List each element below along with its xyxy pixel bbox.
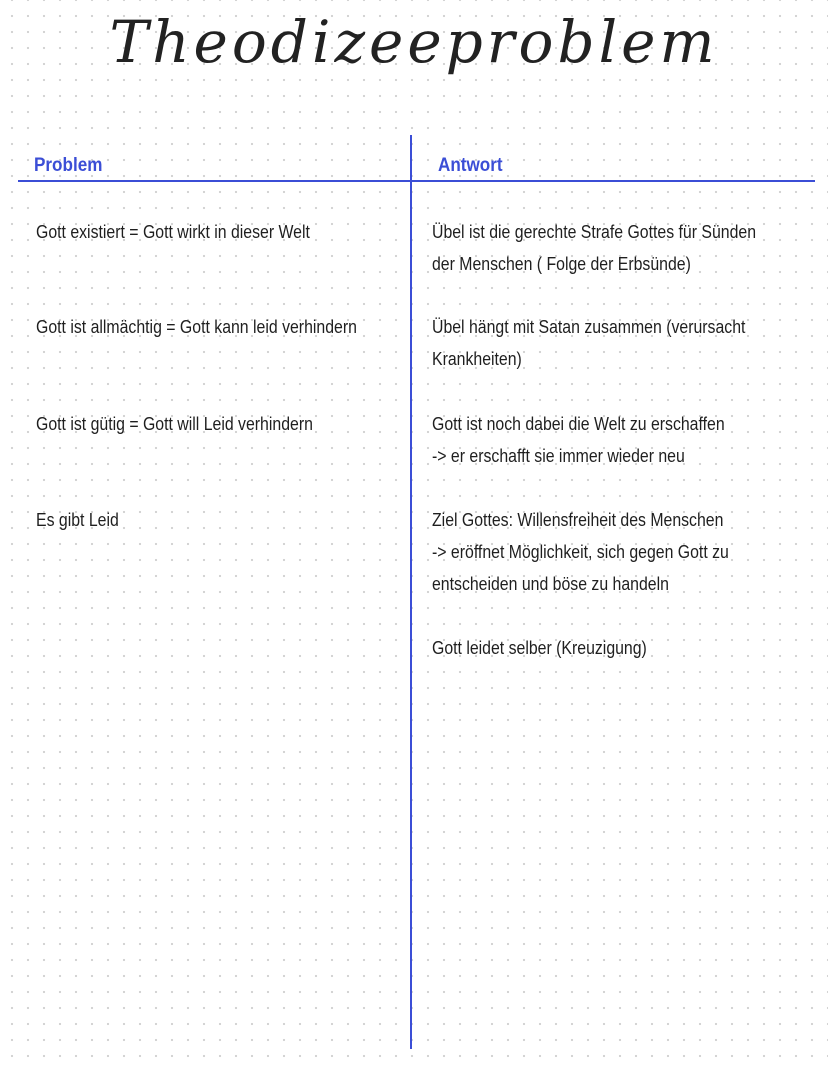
problem-item: Gott existiert = Gott wirkt in dieser Welt — [36, 222, 310, 242]
answer-line: Gott ist noch dabei die Welt zu erschaffen — [432, 414, 725, 434]
answer-line: Krankheiten) — [432, 349, 522, 369]
answer-line: Gott leidet selber (Kreuzigung) — [432, 638, 647, 658]
column-divider — [410, 135, 412, 1049]
answer-line: entscheiden und böse zu handeln — [432, 574, 669, 594]
answer-line: Übel ist die gerechte Strafe Gottes für Sünden — [432, 222, 757, 242]
header-underline — [18, 180, 815, 182]
page-title: Theodizeeproblem — [109, 8, 719, 76]
problem-item: Es gibt Leid — [36, 510, 119, 530]
problem-item: Gott ist gütig = Gott will Leid verhindern — [36, 414, 313, 434]
column-header-answer: Antwort — [438, 155, 503, 176]
problem-item: Gott ist allmächtig = Gott kann leid verhindern — [36, 317, 357, 337]
answer-line: -> eröffnet Möglichkeit, sich gegen Gott zu — [432, 542, 729, 562]
answer-line: der Menschen ( Folge der Erbsünde) — [432, 254, 691, 274]
answer-line: Ziel Gottes: Willensfreiheit des Menschen — [432, 510, 724, 530]
answer-line: Übel hängt mit Satan zusammen (verursacht — [432, 317, 746, 337]
answer-line: -> er erschafft sie immer wieder neu — [432, 446, 685, 466]
column-header-problem: Problem — [34, 155, 103, 176]
